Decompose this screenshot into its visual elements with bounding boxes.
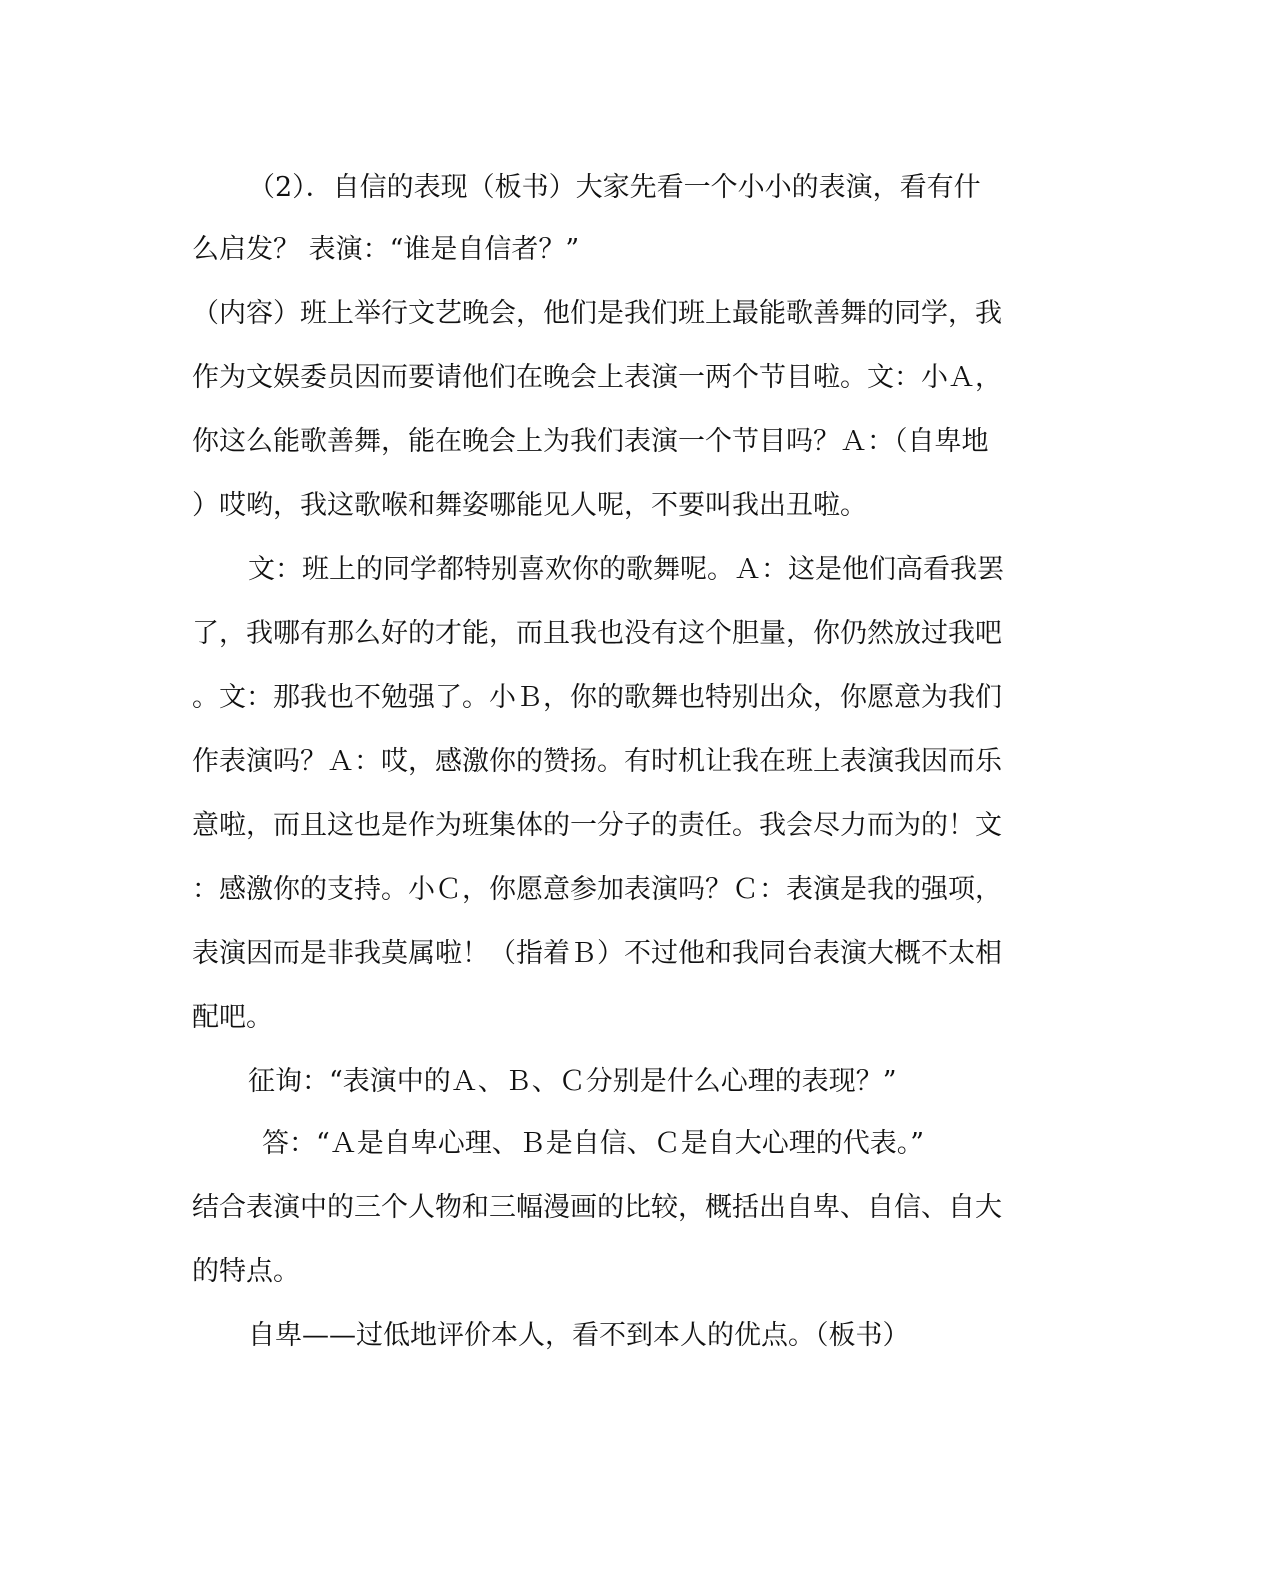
paragraph-line-8: 了，我哪有那么好的才能，而且我也没有这个胆量，你仍然放过我吧 — [192, 618, 1002, 649]
paragraph-line-12: ：感激你的支持。小Ｃ，你愿意参加表演吗？Ｃ：表演是我的强项， — [192, 874, 1002, 905]
paragraph-line-10: 作表演吗？Ａ：哎，感激你的赞扬。有时机让我在班上表演我因而乐 — [192, 746, 1002, 777]
paragraph-line-7: 文：班上的同学都特别喜欢你的歌舞呢。Ａ：这是他们高看我罢 — [248, 554, 1004, 585]
paragraph-line-4: 作为文娱委员因而要请他们在晚会上表演一两个节目啦。文：小Ａ， — [192, 362, 1002, 393]
paragraph-line-14: 配吧。 — [192, 1002, 273, 1033]
paragraph-line-1: （2）．自信的表现（板书）大家先看一个小小的表演，看有什 — [248, 172, 981, 203]
paragraph-line-5: 你这么能歌善舞，能在晚会上为我们表演一个节目吗？Ａ：（自卑地 — [192, 426, 989, 457]
paragraph-line-2: 么启发？ 表演：“谁是自信者？” — [192, 234, 580, 265]
paragraph-line-17: 结合表演中的三个人物和三幅漫画的比较，概括出自卑、自信、自大 — [192, 1192, 1002, 1223]
paragraph-line-9: 。文：那我也不勉强了。小Ｂ，你的歌舞也特别出众，你愿意为我们 — [192, 682, 1002, 713]
paragraph-line-19: 自卑——过低地评价本人，看不到本人的优点。（板书） — [248, 1320, 910, 1351]
paragraph-line-13: 表演因而是非我莫属啦！（指着Ｂ）不过他和我同台表演大概不太相 — [192, 938, 1002, 969]
paragraph-line-18: 的特点。 — [192, 1256, 300, 1287]
paragraph-line-15: 征询：“表演中的Ａ、Ｂ、Ｃ分别是什么心理的表现？” — [248, 1066, 897, 1097]
paragraph-line-11: 意啦，而且这也是作为班集体的一分子的责任。我会尽力而为的！文 — [192, 810, 1002, 841]
paragraph-line-3: （内容）班上举行文艺晚会，他们是我们班上最能歌善舞的同学，我 — [192, 298, 1002, 329]
paragraph-line-6: ）哎哟，我这歌喉和舞姿哪能见人呢，不要叫我出丑啦。 — [192, 490, 867, 521]
paragraph-line-16: 答：“Ａ是自卑心理、Ｂ是自信、Ｃ是自大心理的代表。” — [262, 1128, 925, 1159]
